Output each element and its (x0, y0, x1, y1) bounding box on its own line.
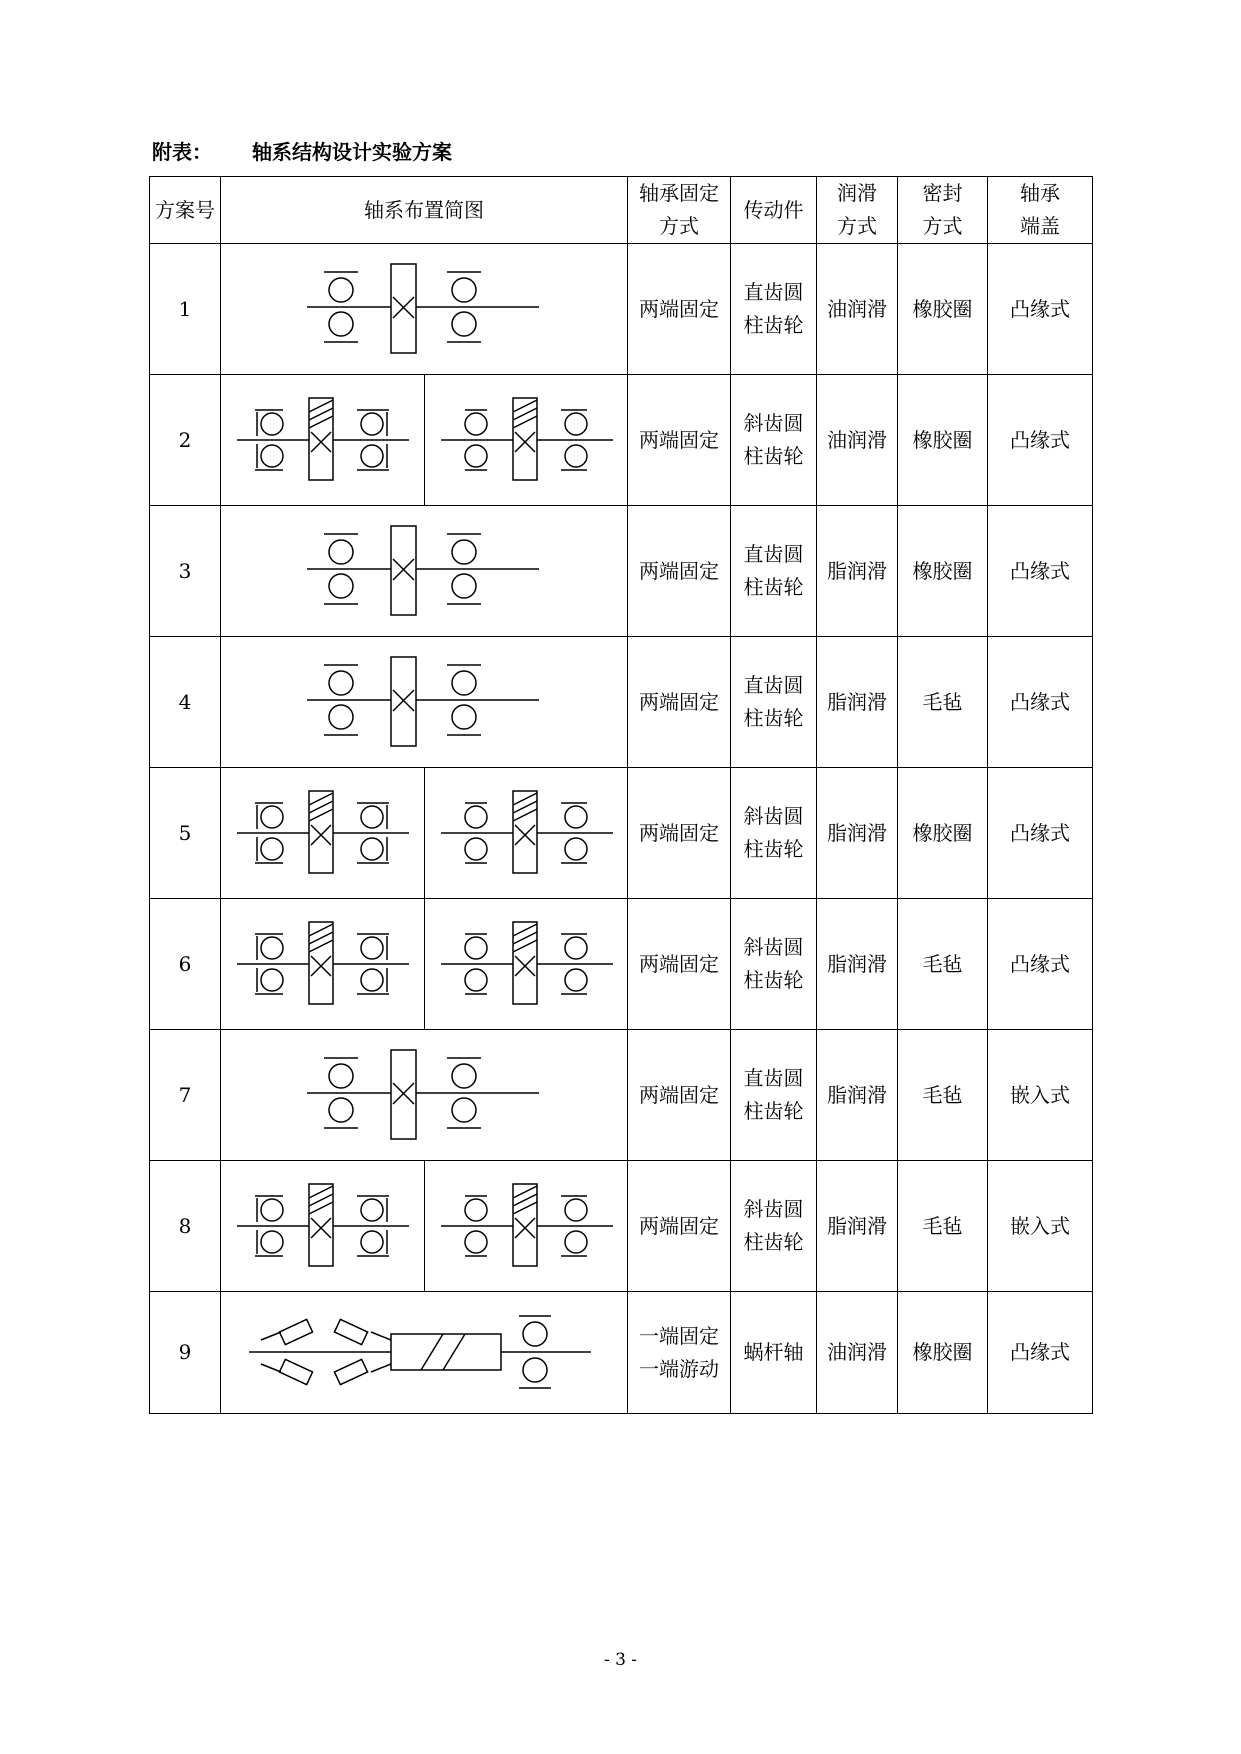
col-header-fixing: 轴承固定 方式 (628, 177, 731, 244)
bearing-cover-cell: 凸缘式 (988, 768, 1093, 899)
table-row (150, 637, 1093, 768)
diagram-cell (221, 1030, 628, 1161)
shaft-diagram-worm (221, 1292, 626, 1413)
scheme-number: 8 (150, 1161, 221, 1292)
scheme-number: 6 (150, 899, 221, 1030)
lubrication-cell: 油润滑 (817, 244, 898, 375)
col-header-transmission: 传动件 (731, 177, 817, 244)
bearing-cover-cell: 凸缘式 (988, 506, 1093, 637)
lubrication-cell: 脂润滑 (817, 768, 898, 899)
bearing-fixing-cell: 两端固定 (628, 899, 731, 1030)
scheme-table (149, 176, 1093, 1414)
table-row (150, 899, 1093, 1030)
diagram-right (424, 375, 628, 505)
sealing-cell: 橡胶圈 (898, 1292, 988, 1414)
table-row (150, 244, 1093, 375)
table-row (150, 1292, 1093, 1414)
col-header-lubrication: 润滑 方式 (817, 177, 898, 244)
bearing-fixing-cell: 两端固定 (628, 768, 731, 899)
col-header-cover: 轴承 端盖 (988, 177, 1093, 244)
diagram-left (221, 375, 424, 505)
bearing-fixing-cell: 两端固定 (628, 637, 731, 768)
transmission-cell: 直齿圆 柱齿轮 (731, 637, 817, 768)
scheme-number: 9 (150, 1292, 221, 1414)
bearing-fixing-cell: 两端固定 (628, 375, 731, 506)
transmission-cell: 斜齿圆 柱齿轮 (731, 768, 817, 899)
table-row (150, 1030, 1093, 1161)
transmission-cell: 蜗杆轴 (731, 1292, 817, 1414)
scheme-number: 4 (150, 637, 221, 768)
col-header-diagram: 轴系布置简图 (221, 177, 628, 244)
diagram-cell (221, 1292, 628, 1414)
bearing-cover-cell: 嵌入式 (988, 1161, 1093, 1292)
transmission-cell: 直齿圆 柱齿轮 (731, 244, 817, 375)
shaft-diagram-helical (431, 390, 621, 490)
diagram-cell (221, 1161, 628, 1292)
diagram-right (424, 899, 628, 1029)
diagram-left (221, 1161, 424, 1291)
diagram-cell (221, 244, 628, 375)
shaft-diagram-helical (431, 783, 621, 883)
lubrication-cell: 脂润滑 (817, 1030, 898, 1161)
transmission-cell: 斜齿圆 柱齿轮 (731, 375, 817, 506)
lubrication-cell: 油润滑 (817, 375, 898, 506)
title-text: 轴系结构设计实验方案 (252, 140, 452, 164)
table-row (150, 375, 1093, 506)
diagram-cell (221, 768, 628, 899)
bearing-cover-cell: 凸缘式 (988, 375, 1093, 506)
shaft-diagram-spur (221, 506, 626, 636)
transmission-cell: 直齿圆 柱齿轮 (731, 1030, 817, 1161)
lubrication-cell: 油润滑 (817, 1292, 898, 1414)
diagram-cell (221, 899, 628, 1030)
title-label: 附表： (152, 140, 212, 164)
lubrication-cell: 脂润滑 (817, 1161, 898, 1292)
lubrication-cell: 脂润滑 (817, 637, 898, 768)
transmission-cell: 斜齿圆 柱齿轮 (731, 1161, 817, 1292)
lubrication-cell: 脂润滑 (817, 899, 898, 1030)
shaft-diagram-helical (431, 1176, 621, 1276)
table-row (150, 506, 1093, 637)
shaft-diagram-spur (221, 1030, 626, 1160)
bearing-fixing-cell: 两端固定 (628, 1030, 731, 1161)
shaft-diagram-helical (431, 914, 621, 1014)
shaft-diagram-helical (227, 390, 417, 490)
sealing-cell: 毛毡 (898, 899, 988, 1030)
bearing-fixing-cell: 两端固定 (628, 244, 731, 375)
sealing-cell: 毛毡 (898, 1161, 988, 1292)
bearing-cover-cell: 嵌入式 (988, 1030, 1093, 1161)
sealing-cell: 毛毡 (898, 637, 988, 768)
sealing-cell: 橡胶圈 (898, 768, 988, 899)
diagram-right (424, 768, 628, 898)
transmission-cell: 直齿圆 柱齿轮 (731, 506, 817, 637)
bearing-cover-cell: 凸缘式 (988, 899, 1093, 1030)
diagram-right (424, 1161, 628, 1291)
scheme-number: 7 (150, 1030, 221, 1161)
diagram-cell (221, 637, 628, 768)
sealing-cell: 橡胶圈 (898, 506, 988, 637)
shaft-diagram-helical (227, 1176, 417, 1276)
sealing-cell: 橡胶圈 (898, 244, 988, 375)
page-number: - 3 - (603, 1650, 638, 1670)
table-row (150, 768, 1093, 899)
sealing-cell: 毛毡 (898, 1030, 988, 1161)
bearing-fixing-cell: 两端固定 (628, 1161, 731, 1292)
diagram-left (221, 768, 424, 898)
bearing-cover-cell: 凸缘式 (988, 637, 1093, 768)
scheme-number: 2 (150, 375, 221, 506)
bearing-fixing-cell: 一端固定 一端游动 (628, 1292, 731, 1414)
bearing-cover-cell: 凸缘式 (988, 244, 1093, 375)
diagram-left (221, 899, 424, 1029)
table-header-row (150, 177, 1093, 244)
lubrication-cell: 脂润滑 (817, 506, 898, 637)
page-title (152, 136, 452, 165)
scheme-number: 3 (150, 506, 221, 637)
shaft-diagram-spur (221, 244, 626, 374)
col-header-no: 方案号 (150, 177, 221, 244)
bearing-fixing-cell: 两端固定 (628, 506, 731, 637)
col-header-sealing: 密封 方式 (898, 177, 988, 244)
scheme-number: 5 (150, 768, 221, 899)
diagram-cell (221, 506, 628, 637)
bearing-cover-cell: 凸缘式 (988, 1292, 1093, 1414)
shaft-diagram-spur (221, 637, 626, 767)
diagram-cell (221, 375, 628, 506)
transmission-cell: 斜齿圆 柱齿轮 (731, 899, 817, 1030)
table-row (150, 1161, 1093, 1292)
shaft-diagram-helical (227, 783, 417, 883)
sealing-cell: 橡胶圈 (898, 375, 988, 506)
shaft-diagram-helical (227, 914, 417, 1014)
scheme-number: 1 (150, 244, 221, 375)
